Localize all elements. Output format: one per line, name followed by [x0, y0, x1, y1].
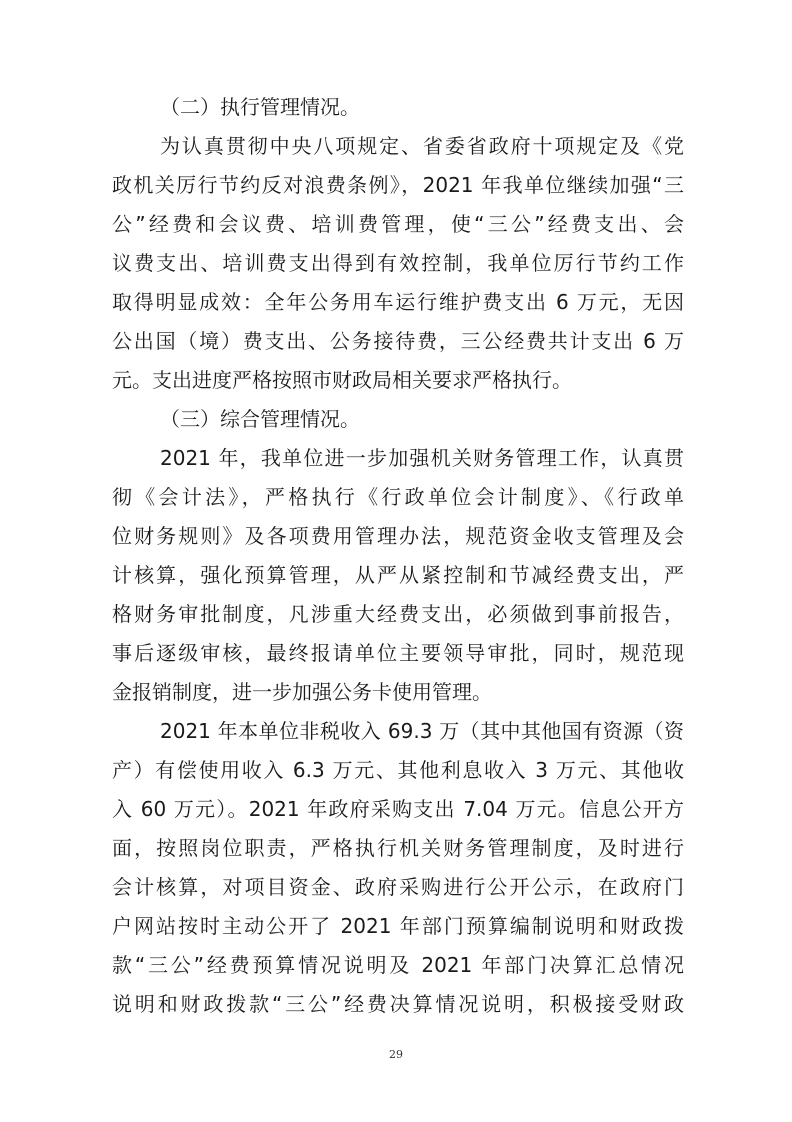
text-line: 款“三公”经费预算情况说明及 2021 年部门决算汇总情况	[112, 953, 684, 977]
section-heading: （二）执行管理情况。	[160, 95, 360, 119]
text-line: 面，按照岗位职责，严格执行机关财务管理制度，及时进行	[112, 836, 684, 860]
text-line: 位财务规则》及各项费用管理办法，规范资金收支管理及会	[112, 524, 684, 548]
text-line: 彻《会计法》，严格执行《行政单位会计制度》、《行政单	[112, 485, 684, 509]
text-line: 2021 年本单位非税收入 69.3 万（其中其他国有资源（资	[160, 719, 684, 743]
text-line: 户网站按时主动公开了 2021 年部门预算编制说明和财政拨	[112, 914, 684, 938]
text-line: 公”经费和会议费、培训费管理，使“三公”经费支出、会	[112, 212, 684, 236]
text-line: 议费支出、培训费支出得到有效控制，我单位厉行节约工作	[112, 251, 684, 275]
section-heading: （三）综合管理情况。	[160, 407, 360, 431]
text-line: 说明和财政拨款“三公”经费决算情况说明，积极接受财政	[112, 992, 684, 1016]
text-line: 入 60 万元）。2021 年政府采购支出 7.04 万元。信息公开方	[112, 797, 684, 821]
page-number: 29	[389, 1048, 403, 1061]
text-line: 事后逐级审核，最终报请单位主要领导审批，同时，规范现	[112, 641, 684, 665]
text-line: 为认真贯彻中央八项规定、省委省政府十项规定及《党	[160, 134, 684, 158]
text-line: 取得明显成效：全年公务用车运行维护费支出 6 万元，无因	[112, 290, 684, 314]
text-line: 2021 年，我单位进一步加强机关财务管理工作，认真贯	[160, 446, 684, 470]
text-line: 政机关厉行节约反对浪费条例》，2021 年我单位继续加强“三	[112, 173, 684, 197]
text-line: 计核算，强化预算管理，从严从紧控制和节减经费支出，严	[112, 563, 684, 587]
text-line: 金报销制度，进一步加强公务卡使用管理。	[112, 680, 492, 704]
text-line: 元。支出进度严格按照市财政局相关要求严格执行。	[112, 368, 572, 392]
text-line: 公出国（境）费支出、公务接待费，三公经费共计支出 6 万	[112, 329, 684, 353]
text-line: 会计核算，对项目资金、政府采购进行公开公示，在政府门	[112, 875, 684, 899]
text-line: 格财务审批制度，凡涉重大经费支出，必须做到事前报告，	[112, 602, 684, 626]
body-text	[112, 88, 684, 1024]
text-line: 产）有偿使用收入 6.3 万元、其他利息收入 3 万元、其他收	[112, 758, 684, 782]
